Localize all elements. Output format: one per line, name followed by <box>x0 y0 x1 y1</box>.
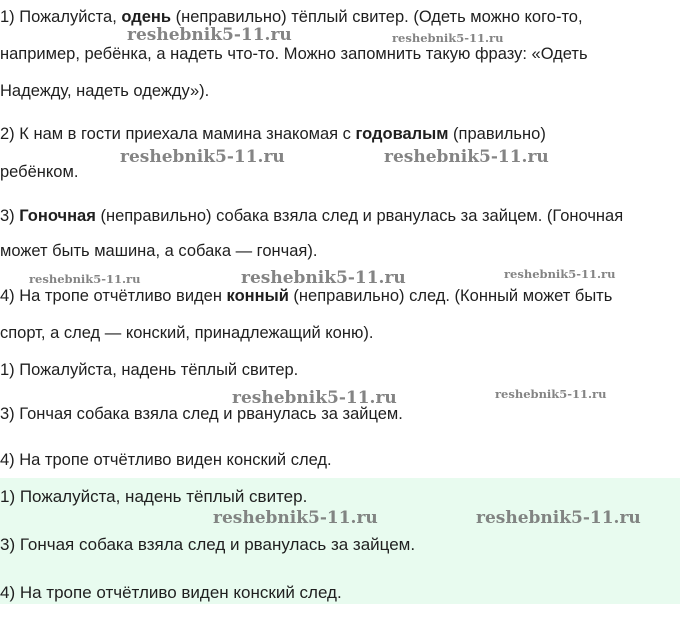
explanation-line: 1) Пожалуйста, одень (неправильно) тёплый свитер. (Одеть можно кого-то, <box>0 8 583 26</box>
explanation-line: 2) К нам в гости приехала мамина знакомая с годовалым (правильно) <box>0 125 546 143</box>
explanation-line: 4) На тропе отчётливо виден конный (неправильно) след. (Конный может быть <box>0 287 613 305</box>
explanation-line: Надежду, надеть одежду»). <box>0 82 210 100</box>
watermark: reshebnik5-11.ru <box>127 25 292 45</box>
answer-box <box>0 478 680 604</box>
explanation-line: ребёнком. <box>0 163 79 181</box>
watermark: reshebnik5-11.ru <box>232 388 397 408</box>
incorrect-word: Гоночная <box>19 207 96 225</box>
watermark: reshebnik5-11.ru <box>392 31 504 45</box>
watermark: reshebnik5-11.ru <box>213 508 378 528</box>
answer-sentence: 4) На тропе отчётливо виден конский след. <box>0 583 342 602</box>
explanation-line: 3) Гоночная (неправильно) собака взяла след и рванулась за зайцем. (Гоночная <box>0 207 624 225</box>
watermark: reshebnik5-11.ru <box>241 268 406 288</box>
answer-sentence: 1) Пожалуйста, надень тёплый свитер. <box>0 487 308 506</box>
watermark: reshebnik5-11.ru <box>504 267 616 281</box>
watermark: reshebnik5-11.ru <box>384 147 549 167</box>
correct-word: годовалым <box>355 125 449 143</box>
watermark: reshebnik5-11.ru <box>476 508 641 528</box>
corrected-sentence: 3) Гончая собака взяла след и рванулась за зайцем. <box>0 405 403 423</box>
answer-sentence: 3) Гончая собака взяла след и рванулась за зайцем. <box>0 535 416 554</box>
corrected-sentence: 4) На тропе отчётливо виден конский след. <box>0 451 332 469</box>
incorrect-word: конный <box>226 287 289 305</box>
incorrect-word: одень <box>121 8 172 26</box>
watermark: reshebnik5-11.ru <box>29 272 141 286</box>
explanation-line: спорт, а след — конский, принадлежащий коню). <box>0 324 374 342</box>
corrected-sentence: 1) Пожалуйста, надень тёплый свитер. <box>0 361 299 379</box>
explanation-line: например, ребёнка, а надеть что-то. Можно запомнить такую фразу: «Одеть <box>0 45 588 63</box>
watermark: reshebnik5-11.ru <box>495 387 607 401</box>
explanation-line: может быть машина, а собака — гончая). <box>0 242 318 260</box>
watermark: reshebnik5-11.ru <box>120 147 285 167</box>
